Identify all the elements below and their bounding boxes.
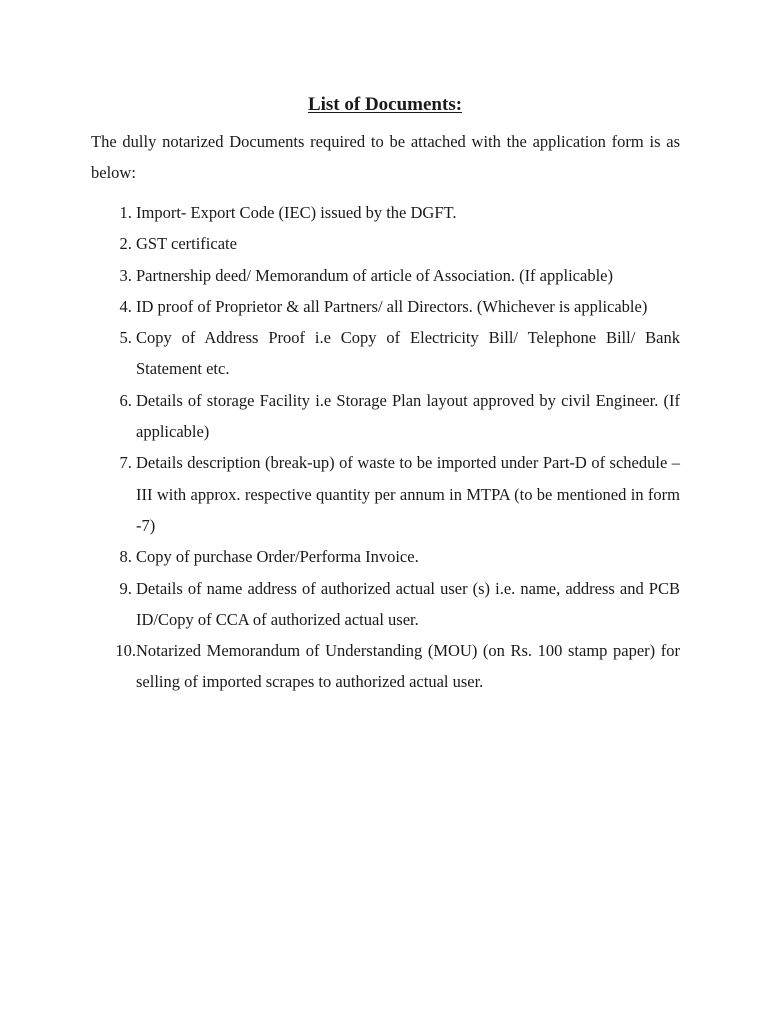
- list-item-number: 10.: [115, 641, 136, 661]
- intro-paragraph: The dully notarized Documents required to be attached with the application form is as below:: [91, 132, 680, 182]
- list-item-number: 4.: [119, 296, 136, 316]
- list-item-number: 3.: [119, 265, 136, 285]
- list-item-text: Details of name address of authorized actual user (s) i.e. name, address and PCB ID/Copy of CCA of authorized actual user.: [136, 578, 680, 629]
- list-item: [91, 228, 680, 259]
- list-item-text: Copy of Address Proof i.e Copy of Electricity Bill/ Telephone Bill/ Bank Statement etc.: [136, 328, 680, 379]
- list-item-number: 8.: [119, 547, 136, 567]
- list-item-number: 5.: [119, 328, 136, 348]
- list-item-text: Notarized Memorandum of Understanding (MOU) (on Rs. 100 stamp paper) for selling of imported scrapes to authorized actual user.: [136, 641, 680, 692]
- list-item-number: 2.: [119, 234, 136, 254]
- list-item: [91, 291, 680, 322]
- list-item: [91, 385, 680, 448]
- list-item: [91, 541, 680, 572]
- list-item: [91, 197, 680, 228]
- list-item-text: GST certificate: [136, 234, 237, 254]
- list-item-number: 6.: [119, 390, 136, 410]
- list-item: [91, 573, 680, 636]
- list-item: [91, 260, 680, 291]
- list-item-text: Details of storage Facility i.e Storage Plan layout approved by civil Engineer. (If applicable): [136, 390, 680, 442]
- list-item-text: Partnership deed/ Memorandum of article of Association. (If applicable): [136, 265, 613, 285]
- list-item-text: Import- Export Code (IEC) issued by the DGFT.: [136, 203, 457, 222]
- list-item: [91, 635, 680, 698]
- documents-list: [91, 197, 680, 698]
- list-item: [91, 447, 680, 541]
- list-item-text: ID proof of Proprietor & all Partners/ all Directors. (Whichever is applicable): [136, 296, 648, 316]
- list-item: [91, 322, 680, 385]
- document-title: List of Documents:: [307, 94, 463, 115]
- list-item-number: 1.: [119, 203, 136, 222]
- list-item-text: Copy of purchase Order/Performa Invoice.: [136, 547, 419, 567]
- list-item-text: Details description (break-up) of waste to be imported under Part-D of schedule – III with approx. respective quantity per annum in MTPA (to be mentioned in form -7): [136, 453, 680, 535]
- list-item-number: 7.: [119, 453, 136, 473]
- list-item-number: 9.: [119, 578, 136, 598]
